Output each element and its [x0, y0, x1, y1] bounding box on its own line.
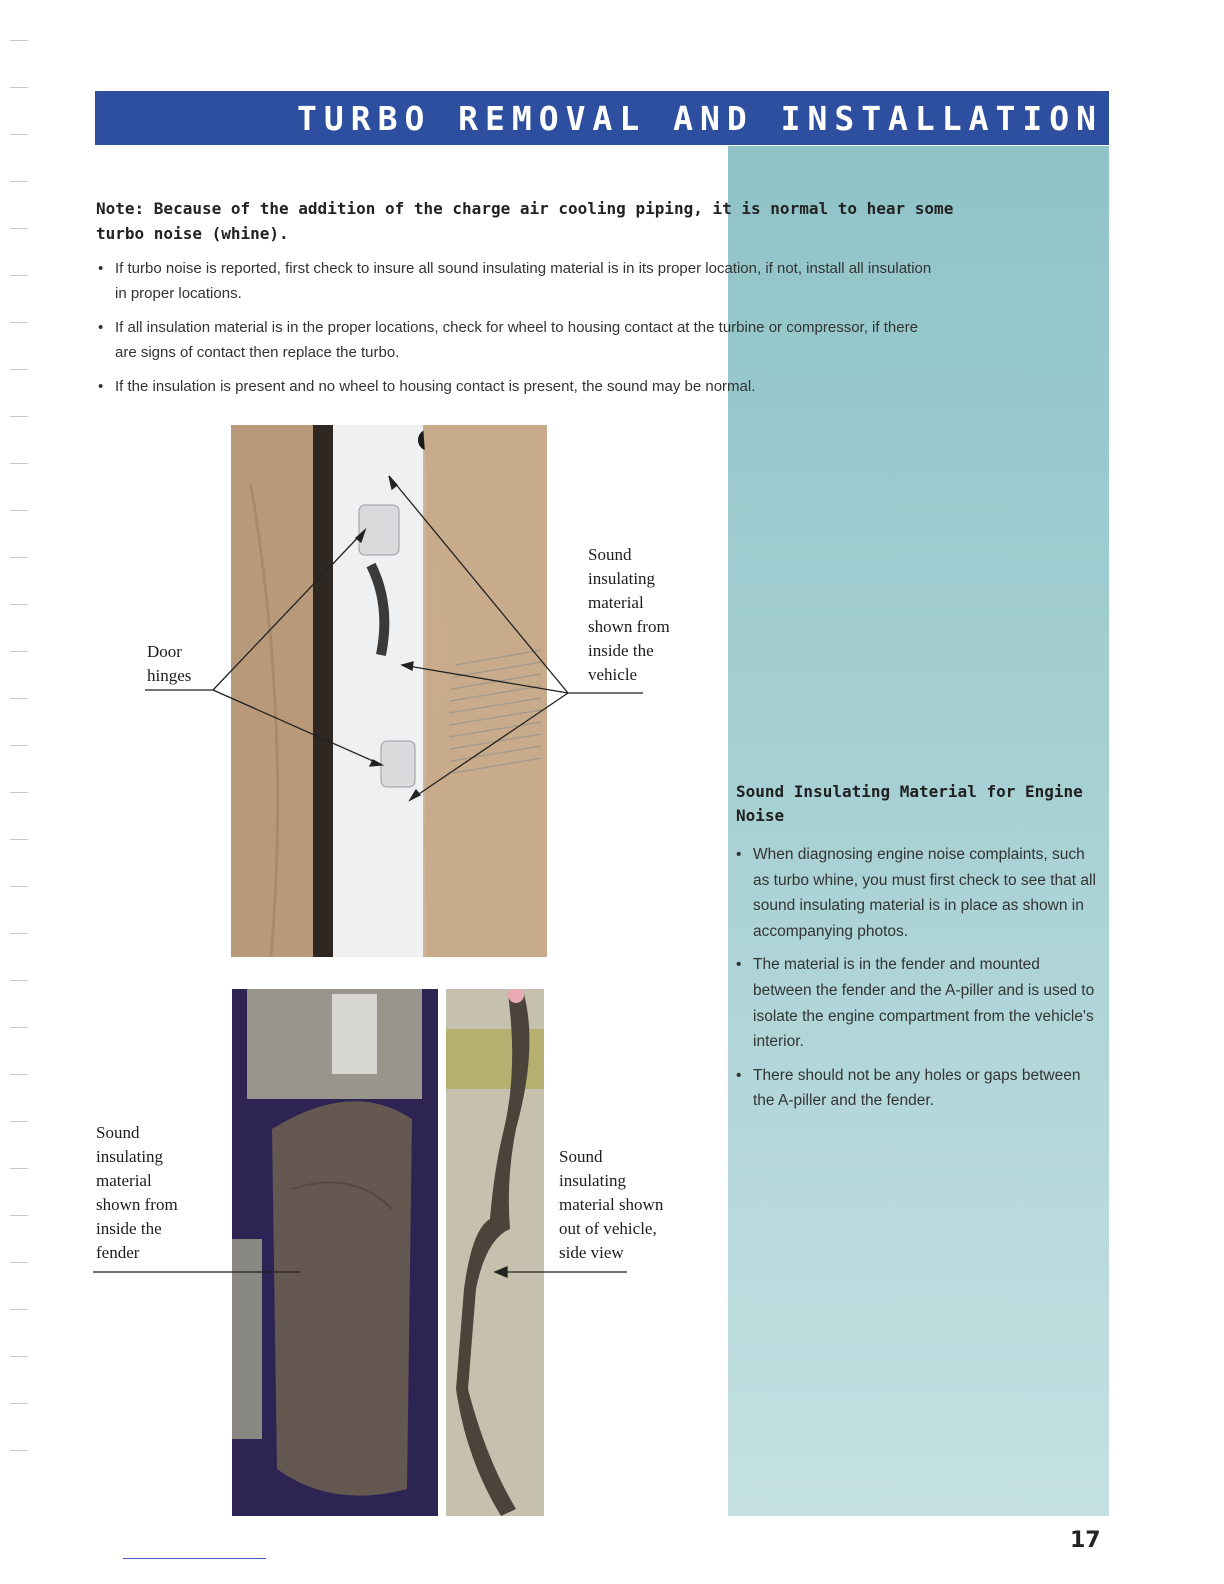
caption-line: side view — [559, 1243, 624, 1262]
caption-line: Door — [147, 642, 182, 661]
side-section-bullet-list — [736, 842, 1102, 1122]
caption-line: material — [96, 1171, 152, 1190]
caption-line: Sound — [559, 1147, 603, 1166]
caption-line: insulating — [96, 1147, 164, 1166]
caption-inside-fender — [96, 1121, 178, 1265]
list-item: • There should not be any holes or gaps between the A-piller and the fender. — [736, 1063, 1102, 1114]
note-paragraph: Note: Because of the addition of the charge air cooling piping, it is normal to hear some turbo noise (whine). — [96, 199, 954, 243]
caption-line: material — [588, 593, 644, 612]
caption-out-of-vehicle — [559, 1145, 663, 1265]
caption-line: fender — [96, 1243, 140, 1262]
list-item: • If turbo noise is reported, first check to insure all sound insulating material is in its proper location, if not, install all insulation in proper locations. — [96, 256, 936, 306]
door-hinge-photo — [231, 425, 547, 957]
side-view-photo — [446, 989, 544, 1516]
list-item: • The material is in the fender and mounted between the fender and the A-piller and is used to isolate the engine compartment from the vehicle's interior. — [736, 952, 1102, 1054]
caption-line: out of vehicle, — [559, 1219, 657, 1238]
caption-inside-vehicle — [588, 543, 670, 687]
caption-line: shown from — [96, 1195, 178, 1214]
side-view-photo-art — [446, 989, 544, 1516]
caption-line: insulating — [588, 569, 656, 588]
binder-margin-marks — [10, 40, 32, 1540]
title-bar — [95, 91, 1109, 145]
fender-photo-art — [232, 989, 438, 1516]
caption-line: material shown — [559, 1195, 664, 1214]
turbo-noise-bullet-list — [96, 256, 936, 408]
page-title: TURBO REMOVAL AND INSTALLATION — [296, 98, 1103, 138]
caption-line: Sound — [96, 1123, 140, 1142]
list-item: • If all insulation material is in the proper locations, check for wheel to housing contact at the turbine or compressor, if there are signs of contact then replace the turbo. — [96, 315, 936, 365]
side-section-heading: Sound Insulating Material for Engine Noise — [736, 782, 1083, 825]
caption-line: vehicle — [588, 665, 638, 684]
footer-rule — [123, 1558, 266, 1559]
caption-line: shown from — [588, 617, 670, 636]
caption-line: Sound — [588, 545, 632, 564]
door-hinge-photo-art — [231, 425, 547, 957]
list-item: • When diagnosing engine noise complaints, such as turbo whine, you must first check to see that all sound insulating material is in place as shown in accompanying photos. — [736, 842, 1102, 944]
caption-line: inside the — [96, 1219, 162, 1238]
caption-line: insulating — [559, 1171, 627, 1190]
caption-line: inside the — [588, 641, 654, 660]
page-number: 17 — [1070, 1528, 1101, 1553]
caption-door-hinges — [147, 640, 191, 688]
list-item: • If the insulation is present and no wheel to housing contact is present, the sound may be normal. — [96, 374, 936, 399]
caption-line: hinges — [147, 666, 192, 685]
fender-photo — [232, 989, 438, 1516]
